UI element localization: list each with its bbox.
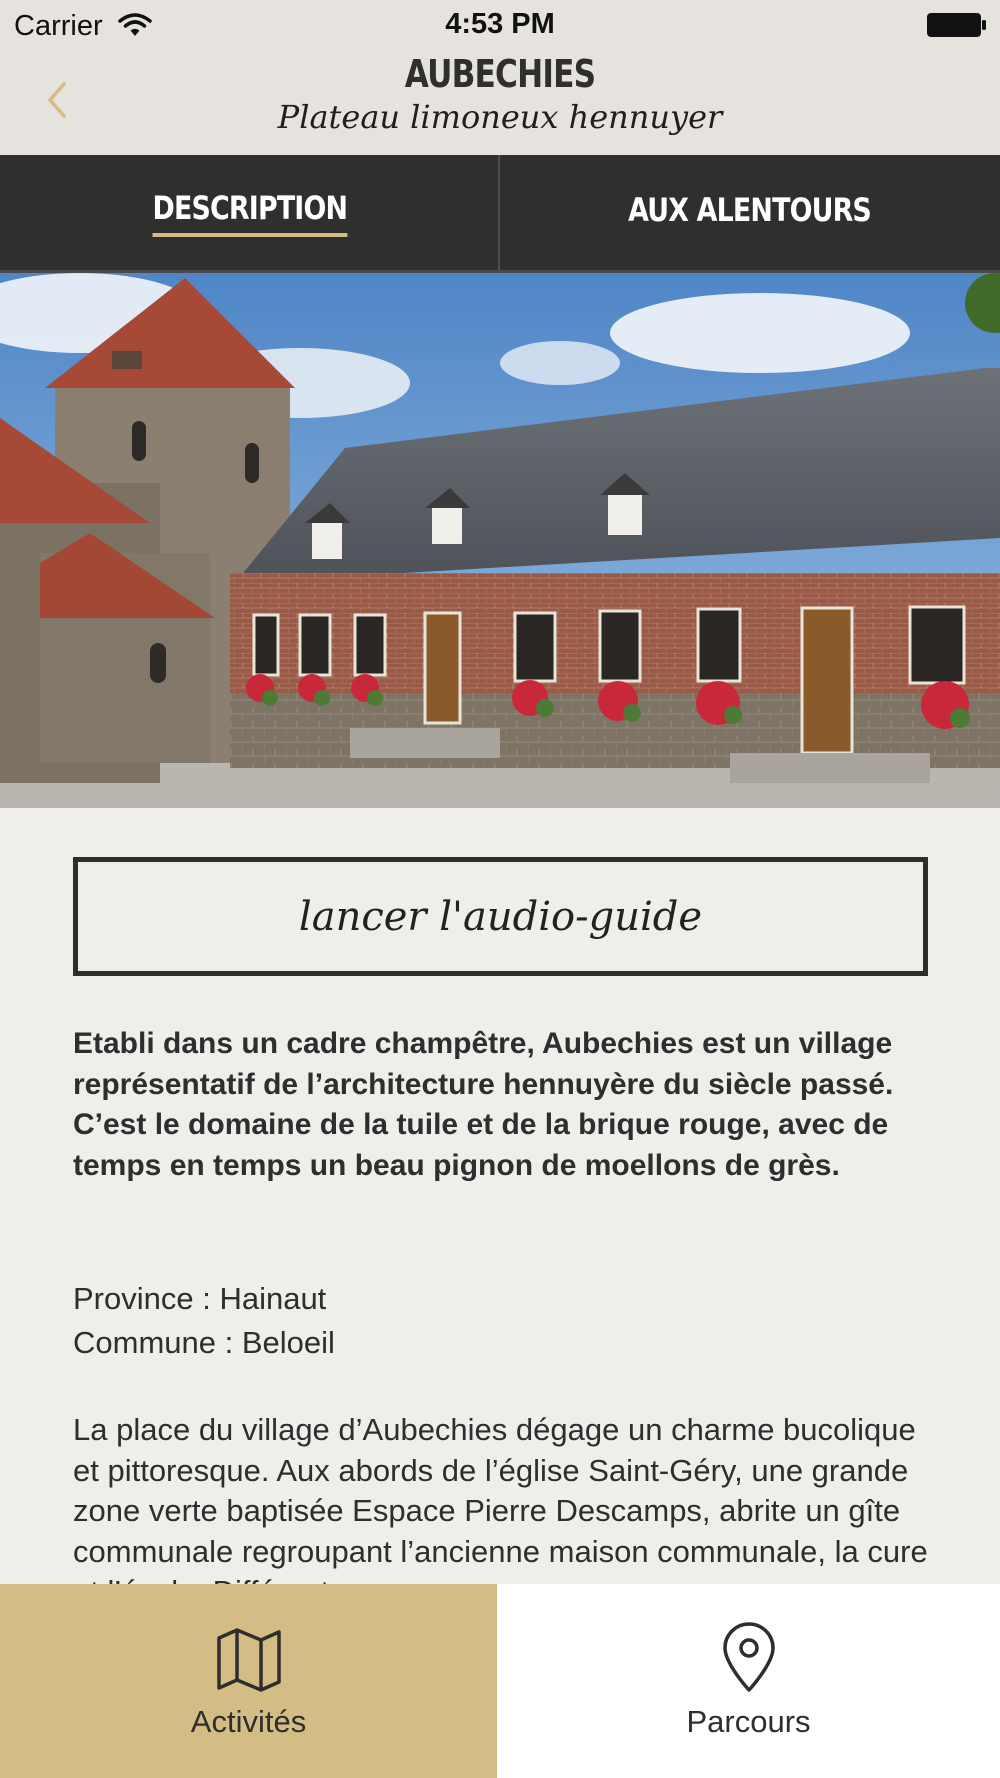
description-text: La place du village d’Aubechies dégage un charme bucolique et pittoresque. Aux abords de l’église Saint-Géry, une grande zone verte baptisée Espace Pierre Descamps, abrite un gîte communale regroupant l’ancienne maison communale, la cure [73, 1412, 928, 1569]
location-pin-icon [719, 1624, 779, 1694]
page-subtitle: Plateau limoneux hennuyer [277, 98, 723, 136]
tab-aux-alentours-label: AUX ALENTOURS [628, 190, 871, 229]
location-info [73, 1277, 933, 1365]
village-photo [0, 273, 1000, 808]
map-icon [214, 1624, 284, 1694]
status-bar [0, 0, 1000, 50]
page-title: AUBECHIES [404, 52, 596, 96]
carrier-label: Carrier [14, 10, 103, 42]
audio-guide-label: lancer l'audio-guide [298, 893, 703, 940]
tab-description-label: DESCRIPTION [152, 189, 347, 237]
audio-guide-button[interactable] [73, 857, 928, 976]
tab-aux-alentours[interactable] [500, 155, 999, 270]
intro-text: Etabli dans un cadre champêtre, Aubechies est un village représentatif de l’architecture hennuyère du siècle passé. C’est le domaine de la tuile et de la brique rouge, avec de temps en temps un beau pignon de moellons de grès. [73, 1027, 894, 1182]
bottom-tab-activites[interactable] [0, 1584, 497, 1778]
bottom-tab-parcours-label: Parcours [686, 1704, 811, 1739]
segment-tabs [0, 155, 1000, 273]
clock: 4:53 PM [445, 8, 555, 40]
bottom-tab-parcours[interactable] [497, 1584, 1000, 1778]
tab-description[interactable] [0, 155, 499, 270]
battery-icon [926, 12, 988, 43]
bottom-tab-activites-label: Activités [190, 1704, 307, 1739]
nav-header [0, 0, 1000, 155]
bottom-tab-bar [0, 1584, 1000, 1778]
commune-line: Commune : Beloeil [73, 1325, 335, 1360]
province-line: Province : Hainaut [73, 1281, 327, 1316]
